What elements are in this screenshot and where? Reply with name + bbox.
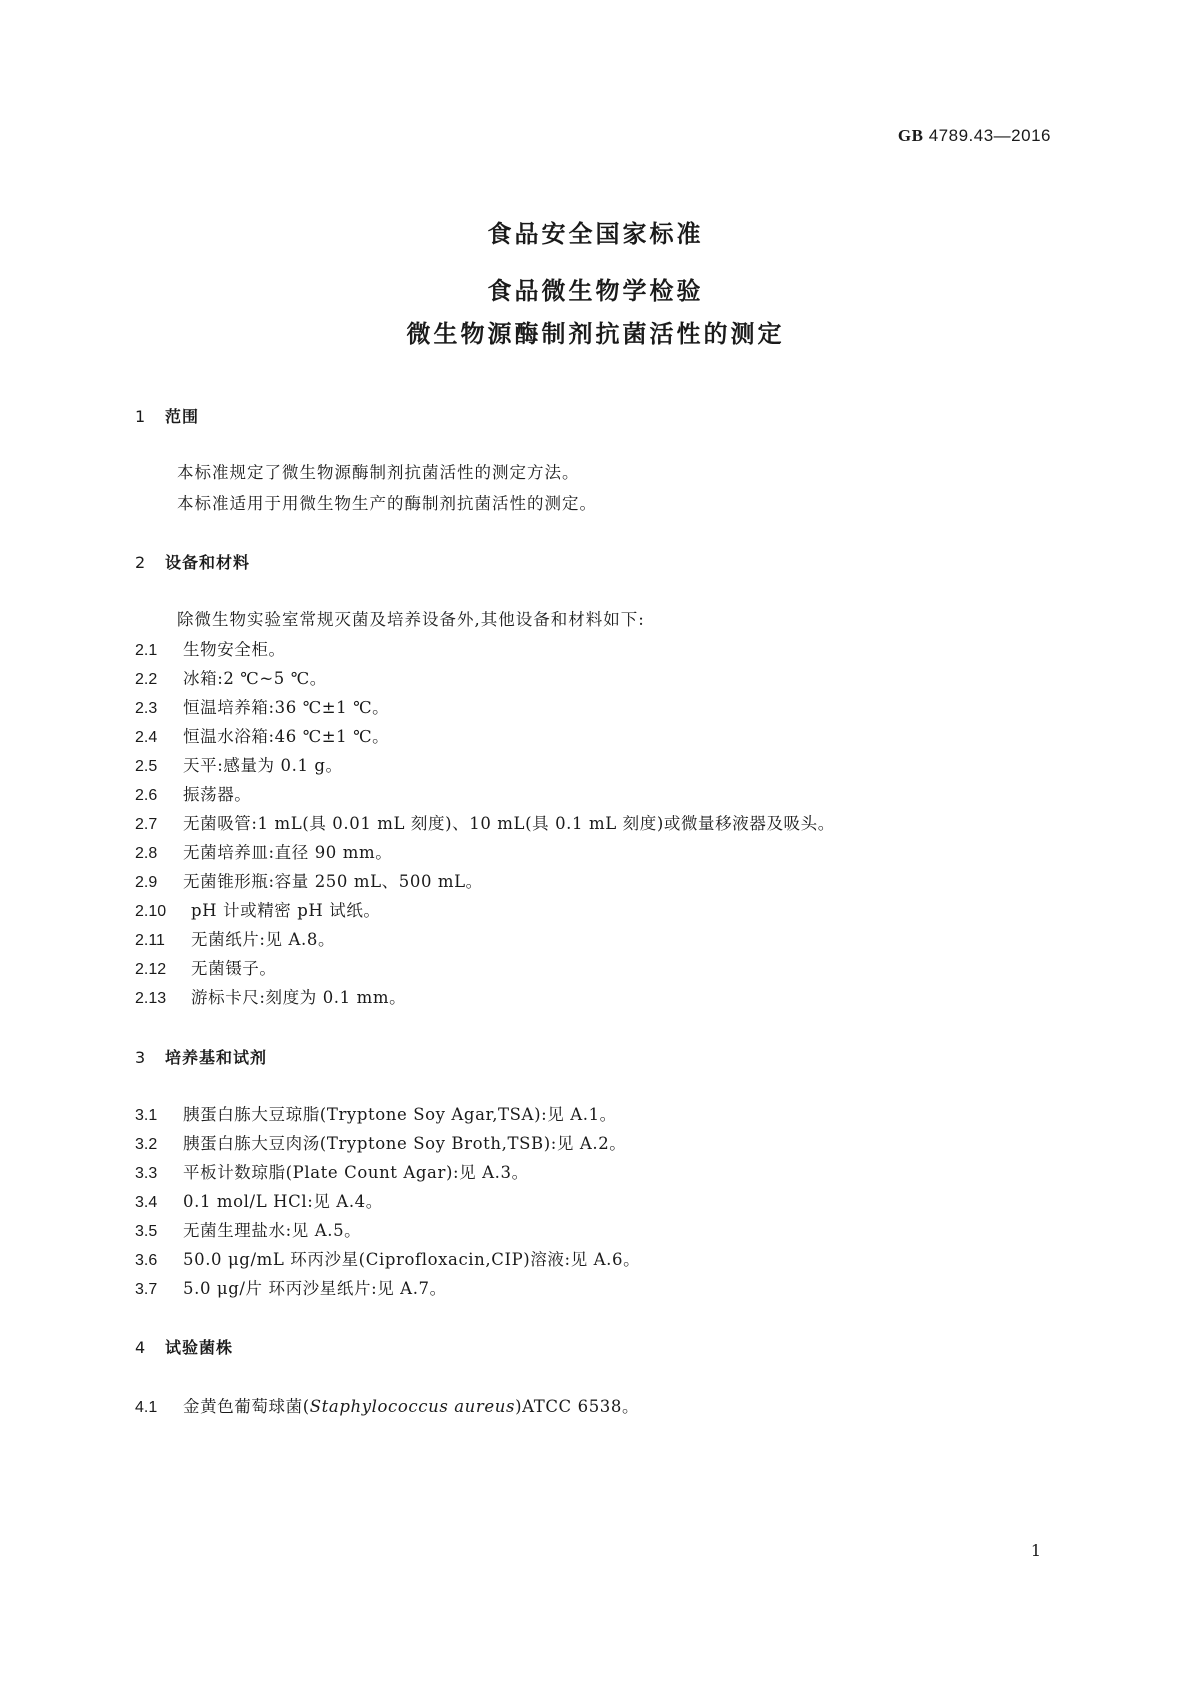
list-item: [135, 1217, 361, 1241]
item-number: 2.12: [135, 961, 167, 978]
section-number: 4: [135, 1338, 147, 1357]
section-heading: [135, 1045, 267, 1068]
item-text: 无菌培养皿:直径 90 mm。: [183, 843, 393, 862]
list-item: [135, 810, 835, 834]
item-number: 2.3: [135, 700, 158, 717]
item-text: pH 计或精密 pH 试纸。: [191, 901, 381, 920]
list-item: [135, 955, 277, 979]
standard-code: [898, 126, 1051, 146]
item-number: 2.9: [135, 874, 158, 891]
item-number: 2.5: [135, 758, 158, 775]
list-item: [135, 839, 392, 863]
item-number: 3.2: [135, 1136, 158, 1153]
title-line-1: 食品安全国家标准: [487, 220, 704, 248]
title-line-2: 食品微生物学检验: [487, 277, 704, 305]
item-text: 无菌镊子。: [191, 959, 277, 978]
list-item: [135, 636, 286, 660]
item-text: 天平:感量为 0.1 g。: [183, 756, 343, 775]
section-heading: [135, 1335, 233, 1358]
list-item: [135, 1275, 447, 1299]
item-number: 3.3: [135, 1165, 158, 1182]
item-number: 2.11: [135, 932, 165, 949]
item-text: 恒温水浴箱:46 ℃±1 ℃。: [183, 727, 390, 746]
section-title: 设备和材料: [165, 553, 251, 572]
list-item: [135, 694, 389, 718]
item-text-before: 金黄色葡萄球菌(: [183, 1397, 310, 1416]
standard-code-number: 4789.43—2016: [928, 126, 1051, 145]
item-number: 2.1: [135, 642, 158, 659]
item-text: 平板计数琼脂(Plate Count Agar):见 A.3。: [183, 1163, 529, 1182]
item-text: 振荡器。: [183, 785, 252, 804]
list-item: [135, 665, 327, 689]
item-text: 游标卡尺:刻度为 0.1 mm。: [191, 988, 407, 1007]
item-text: 胰蛋白胨大豆琼脂(Tryptone Soy Agar,TSA):见 A.1。: [183, 1105, 617, 1124]
paragraph: 本标准适用于用微生物生产的酶制剂抗菌活性的测定。: [177, 494, 597, 513]
list-item: [135, 984, 406, 1008]
list-item: [135, 752, 343, 776]
section-title: 培养基和试剂: [165, 1048, 268, 1067]
item-number: 4.1: [135, 1399, 158, 1416]
page-number: 1: [1030, 1541, 1041, 1560]
list-item: [135, 1159, 529, 1183]
list-item: [135, 1188, 383, 1212]
list-item: [135, 868, 483, 892]
item-text: 恒温培养箱:36 ℃±1 ℃。: [183, 698, 390, 717]
list-item: [135, 897, 381, 921]
item-number: 3.7: [135, 1281, 158, 1298]
standard-code-prefix: GB: [897, 126, 924, 145]
list-item: [135, 1130, 626, 1154]
list-item: [135, 1101, 617, 1125]
item-number: 3.1: [135, 1107, 158, 1124]
item-number: 3.5: [135, 1223, 158, 1240]
item-number: 2.10: [135, 903, 167, 920]
list-item: [135, 1246, 640, 1270]
section-title: 范围: [165, 407, 200, 426]
item-text: 0.1 mol/L HCl:见 A.4。: [183, 1192, 383, 1211]
item-number: 2.4: [135, 729, 158, 746]
paragraph: 除微生物实验室常规灭菌及培养设备外,其他设备和材料如下:: [177, 610, 645, 629]
list-item: [135, 781, 251, 805]
item-number: 2.13: [135, 990, 167, 1007]
section-number: 1: [135, 407, 147, 426]
title-line-3: 微生物源酶制剂抗菌活性的测定: [406, 320, 785, 348]
list-item: [135, 926, 335, 950]
list-item: [135, 723, 389, 747]
item-text: 生物安全柜。: [183, 640, 286, 659]
item-number: 2.7: [135, 816, 158, 833]
section-number: 2: [135, 553, 147, 572]
item-number: 3.6: [135, 1252, 158, 1269]
item-number: 3.4: [135, 1194, 158, 1211]
item-text: 无菌吸管:1 mL(具 0.01 mL 刻度)、10 mL(具 0.1 mL 刻度)或微量移液器及吸头。: [183, 814, 835, 833]
item-text: 50.0 μg/mL 环丙沙星(Ciprofloxacin,CIP)溶液:见 A.6。: [183, 1250, 641, 1269]
item-text: 无菌生理盐水:见 A.5。: [183, 1221, 362, 1240]
section-heading: [135, 404, 199, 427]
item-text-species: Staphylococcus aureus: [309, 1397, 516, 1416]
item-text: 无菌锥形瓶:容量 250 mL、500 mL。: [183, 872, 483, 891]
item-text: 冰箱:2 ℃~5 ℃。: [183, 669, 327, 688]
section-heading: [135, 550, 250, 573]
item-text: 胰蛋白胨大豆肉汤(Tryptone Soy Broth,TSB):见 A.2。: [183, 1134, 627, 1153]
item-text: 无菌纸片:见 A.8。: [191, 930, 336, 949]
item-number: 2.2: [135, 671, 158, 688]
list-item: [135, 1393, 639, 1417]
section-number: 3: [135, 1048, 147, 1067]
paragraph: 本标准规定了微生物源酶制剂抗菌活性的测定方法。: [177, 463, 580, 482]
item-number: 2.6: [135, 787, 158, 804]
item-number: 2.8: [135, 845, 158, 862]
item-text: 5.0 μg/片 环丙沙星纸片:见 A.7。: [183, 1279, 447, 1298]
item-text-after: )ATCC 6538。: [515, 1397, 640, 1416]
section-title: 试验菌株: [165, 1338, 234, 1357]
